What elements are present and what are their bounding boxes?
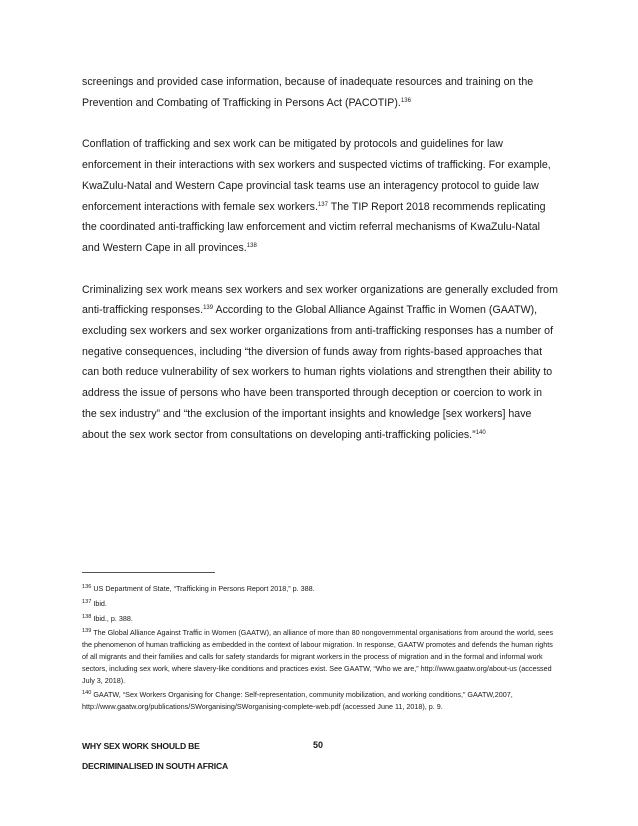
footnotes bbox=[82, 583, 558, 716]
paragraph-text: According to the Global Alliance Against Traffic in Women (GAATW), excluding sex workers and sex worker organizations from anti-trafficking responses has a number of negative consequences, including “the diversion of funds away from rights-based approaches that can both reduce vulnerability of sex workers to human rights violations and strengthen their ability to address the issue of persons who have been transported through deception or coercion to work in the sex industry” and “the exclusion of the important insights and knowledge [sex workers] have about the sex work sector from consultations on developing anti-trafficking policies.” bbox=[82, 304, 554, 441]
footnote-reference: 137 bbox=[317, 201, 328, 208]
footnote-number: 136 bbox=[82, 584, 92, 590]
footnote bbox=[82, 613, 558, 625]
paragraph-text: The TIP Report 2018 recommends replicating the coordinated anti-trafficking law enforcement and victim referral mechanisms of KwaZulu-Natal and Western Cape in all provinces. bbox=[82, 200, 546, 254]
footnote bbox=[82, 627, 558, 686]
footnote-number: 140 bbox=[82, 690, 92, 697]
paragraph-text: Conflation of trafficking and sex work can be mitigated by protocols and guidelines for law enforcement in their interactions with sex workers and suspected victims of trafficking. For example, KwaZulu-Natal and Western Cape provincial task teams use an interagency protocol to guide law enforcement interactions with female sex workers. bbox=[82, 138, 551, 213]
footnote-text: GAATW, “Sex Workers Organising for Change: Self-representation, community mobilization, and working conditions,” GAATW,2007, http://www.gaatw.org/publications/SWorganising/SWorganising-complete-web.pdf (accessed June 11, 2018), p. 9. bbox=[82, 690, 513, 712]
paragraph bbox=[82, 134, 558, 258]
footnote-text: US Department of State, “Trafficking in Persons Report 2018,” p. 388. bbox=[91, 584, 315, 593]
paragraph-text: Criminalizing sex work means sex workers and sex worker organizations are generally excluded from anti-trafficking responses. bbox=[82, 283, 558, 317]
body-text bbox=[82, 72, 558, 445]
footnote-number: 138 bbox=[82, 613, 92, 620]
page-footer bbox=[82, 740, 558, 771]
footnote-reference: 139 bbox=[203, 305, 214, 312]
footnote-number: 137 bbox=[82, 598, 92, 605]
footnote-reference: 138 bbox=[246, 242, 257, 249]
page-number: 50 bbox=[313, 740, 324, 750]
footnote-text: The Global Alliance Against Traffic in Women (GAATW), an alliance of more than 80 nongovernmental organisations from around the world, sees the phenomenon of human trafficking as embedded in the context of labour migration. In response, GAATW promotes and defends the human rights of all migrants and their families and calls for safety standards for migrant workers in the process of migration and in the formal and informal work sectors, including sex work, where slavery-like conditions and practices exist. See GAATW, “Who we are,” http://www.gaatw.org/about-us (accessed July 3, 2018). bbox=[82, 628, 554, 685]
footnote bbox=[82, 689, 558, 713]
footnote-reference: 136 bbox=[400, 97, 411, 104]
paragraph-text: screenings and provided case information, because of inadequate resources and training on the Prevention and Combating of Trafficking in Persons Act (PACOTIP). bbox=[82, 76, 534, 109]
footer-title-line1: WHY SEX WORK SHOULD BE bbox=[82, 741, 200, 751]
footnote bbox=[82, 598, 558, 610]
footnote-text: Ibid., p. 388. bbox=[91, 613, 133, 623]
paragraph bbox=[82, 280, 558, 446]
footnote-reference: 140 bbox=[475, 429, 486, 436]
footer-title-line2: DECRIMINALISED IN SOUTH AFRICA bbox=[82, 761, 228, 771]
footnote-number: 139 bbox=[82, 628, 92, 635]
footnote-text: Ibid. bbox=[91, 598, 107, 608]
paragraph bbox=[82, 72, 558, 113]
footnote-divider bbox=[82, 572, 215, 573]
footnote bbox=[82, 583, 558, 595]
